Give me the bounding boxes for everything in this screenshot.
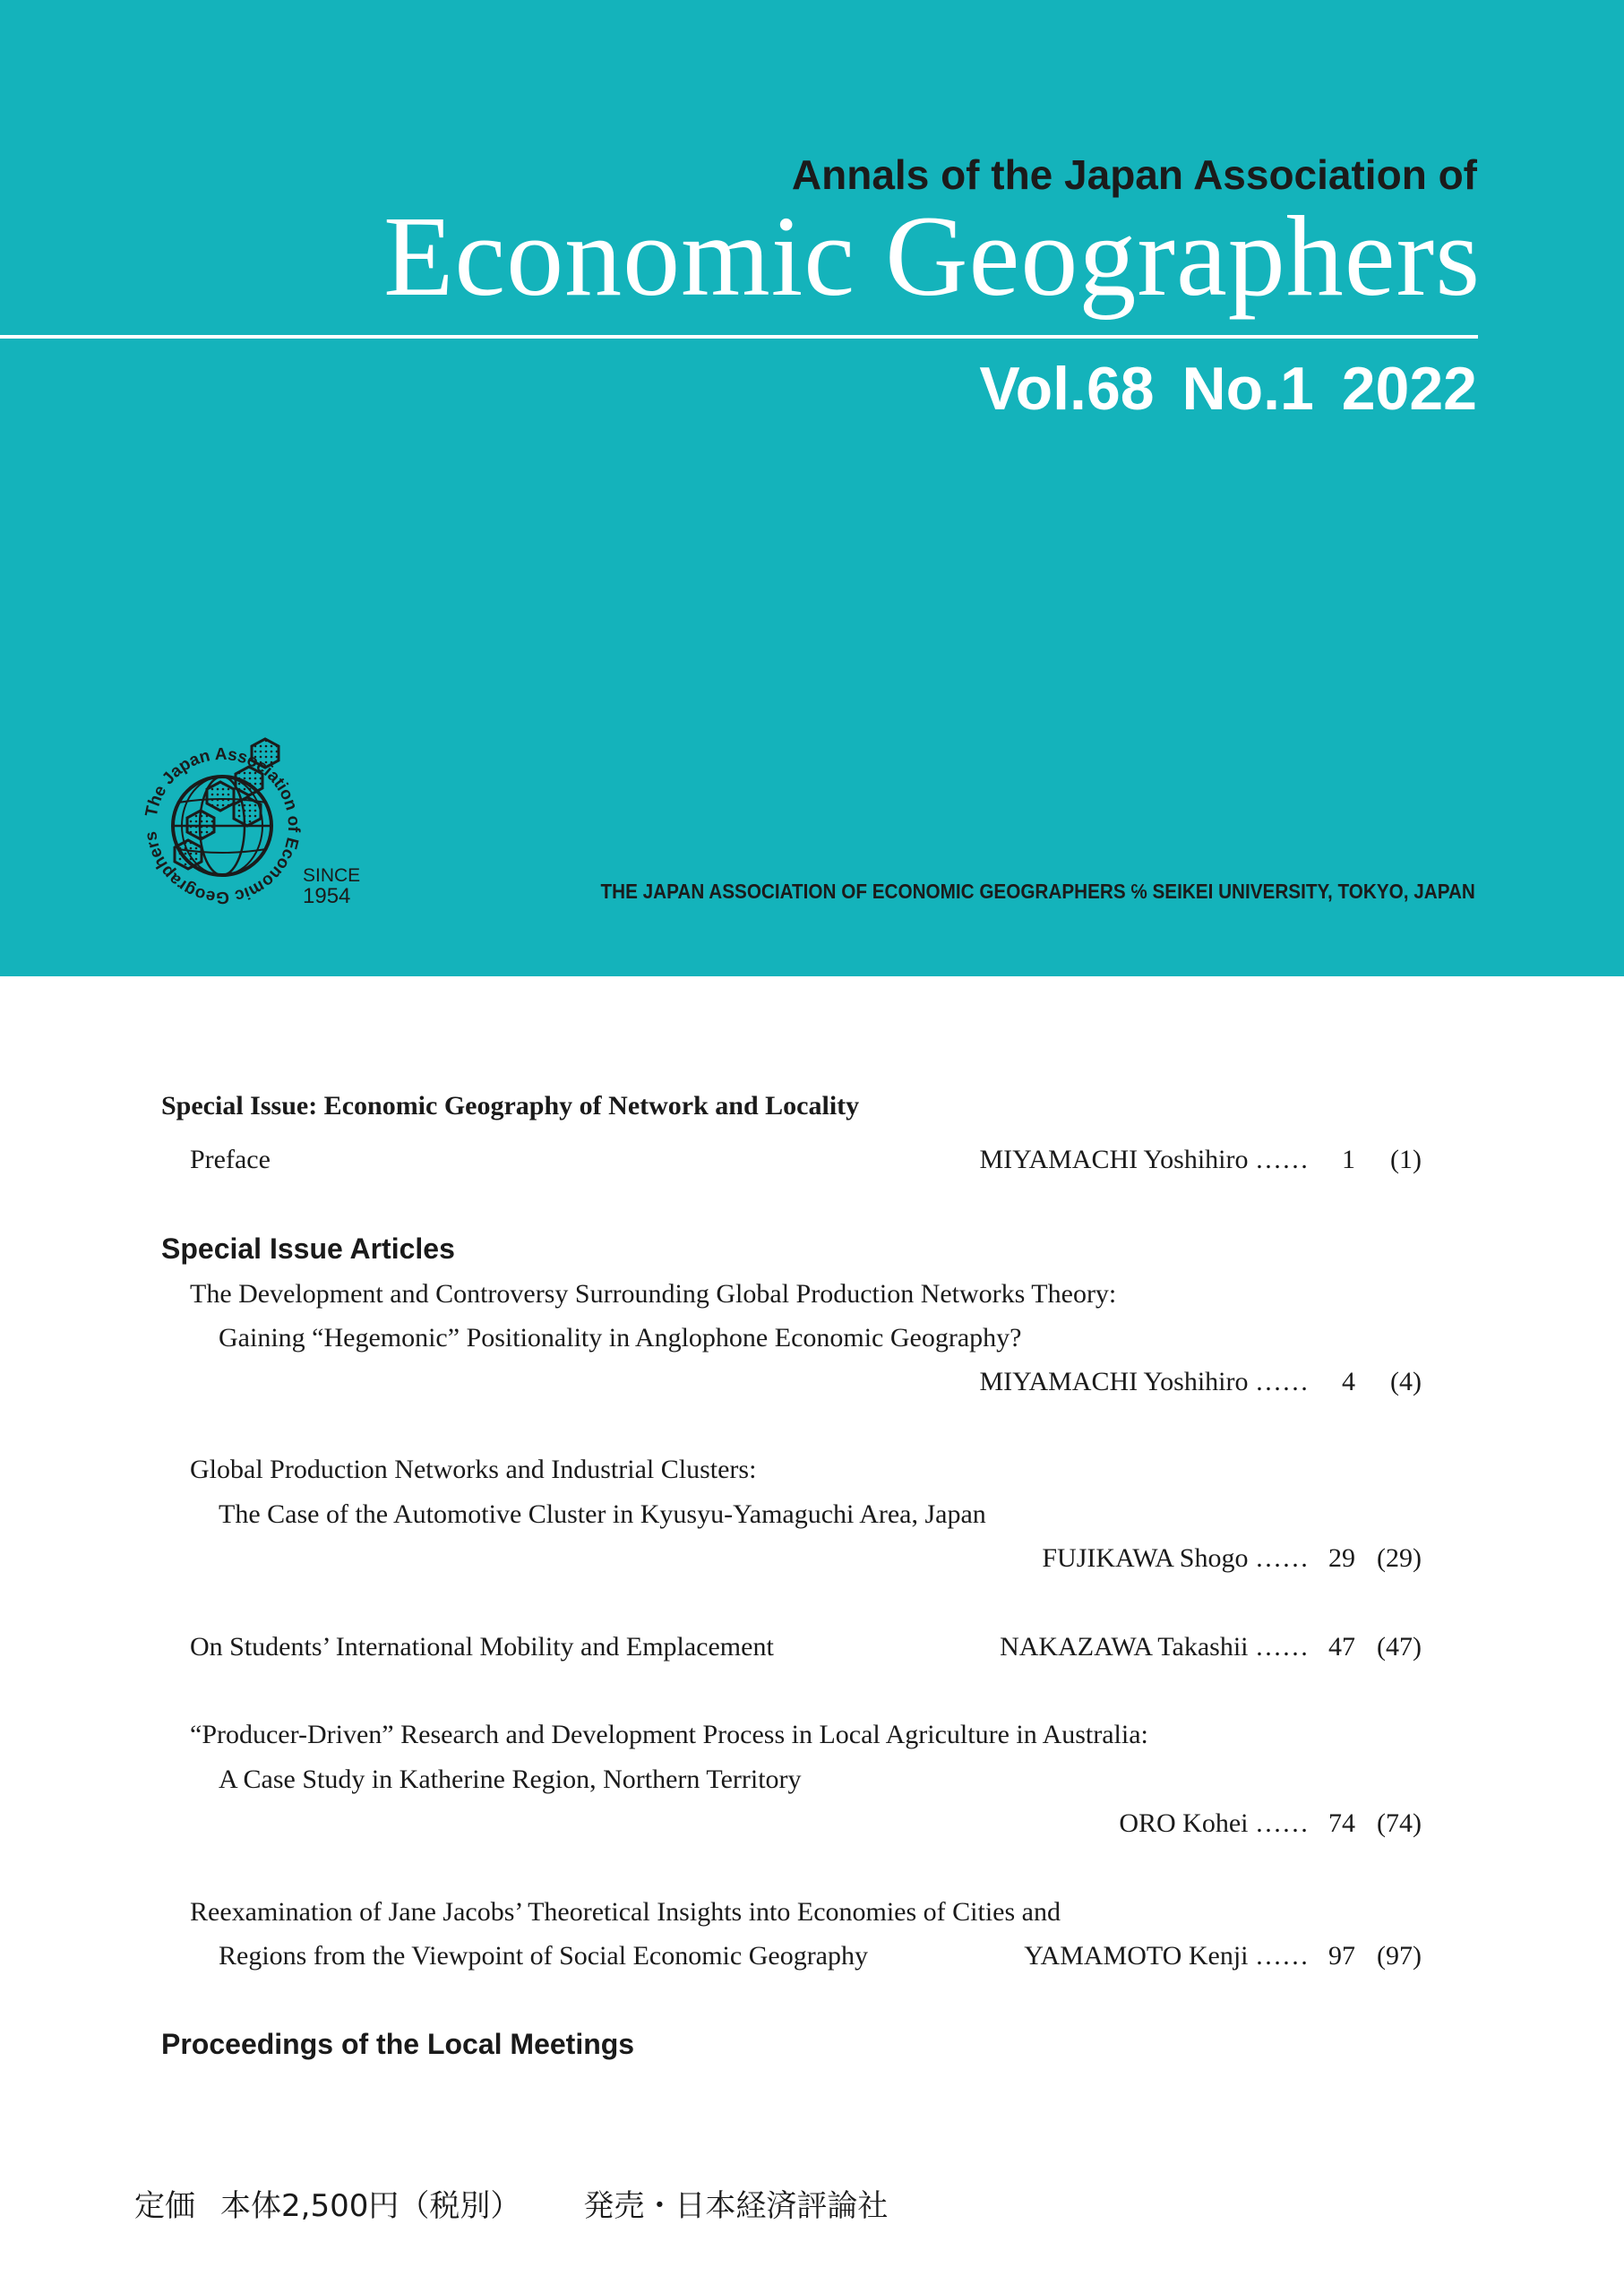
logo-since-label: SINCE xyxy=(303,865,361,886)
title-rule xyxy=(0,335,1478,339)
article-1-author: MIYAMACHI Yoshihiro …… xyxy=(979,1367,1309,1396)
preface-page: 1 xyxy=(1342,1145,1355,1174)
article-4-title-line2: A Case Study in Katherine Region, Northern Territory xyxy=(219,1765,802,1794)
logo-since-year: 1954 xyxy=(303,884,351,908)
proceedings-heading: Proceedings of the Local Meetings xyxy=(161,2028,635,2060)
article-2-title-line1: Global Production Networks and Industrial Clusters: xyxy=(190,1455,757,1484)
article-5-author: YAMAMOTO Kenji …… xyxy=(1024,1941,1309,1971)
article-3-page: 47 xyxy=(1328,1632,1355,1662)
article-5-page-paren: (97) xyxy=(1377,1941,1422,1971)
article-3-title-line1: On Students’ International Mobility and Emplacement xyxy=(190,1632,774,1662)
annals-line: Annals of the Japan Association of xyxy=(791,151,1477,198)
journal-title: Economic Geographers xyxy=(383,193,1481,320)
preface-page-paren: (1) xyxy=(1390,1145,1422,1174)
article-5-title-line1: Reexamination of Jane Jacobs’ Theoretical Insights into Economies of Cities and xyxy=(190,1897,1061,1927)
article-2-page: 29 xyxy=(1328,1543,1355,1573)
article-3-page-paren: (47) xyxy=(1377,1632,1422,1662)
logo-ring-text: The Japan Association of Economic Geographers xyxy=(142,744,304,907)
preface-author: MIYAMACHI Yoshihiro …… xyxy=(979,1145,1309,1174)
article-1-title-line1: The Development and Controversy Surrounding Global Production Networks Theory: xyxy=(190,1279,1117,1309)
globe-hexagon-seal-icon xyxy=(113,717,364,923)
article-2-title-line2: The Case of the Automotive Cluster in Kyusyu-Yamaguchi Area, Japan xyxy=(219,1499,986,1529)
article-1-page-paren: (4) xyxy=(1390,1367,1422,1396)
price-footer xyxy=(134,2181,913,2225)
volume-line: Vol.68 No.1 2022 xyxy=(979,355,1477,423)
article-4-page-paren: (74) xyxy=(1377,1808,1422,1838)
special-issue-heading: Special Issue: Economic Geography of Network and Locality xyxy=(161,1091,860,1121)
articles-heading: Special Issue Articles xyxy=(161,1232,455,1265)
cover-panel xyxy=(0,0,1624,976)
article-3-author: NAKAZAWA Takashii …… xyxy=(1000,1632,1309,1662)
article-2-page-paren: (29) xyxy=(1377,1543,1422,1573)
article-1-title-line2: Gaining “Hegemonic” Positionality in Anglophone Economic Geography? xyxy=(219,1323,1022,1353)
article-5-page: 97 xyxy=(1328,1941,1355,1971)
article-4-author: ORO Kohei …… xyxy=(1119,1808,1309,1838)
article-5-title-line2: Regions from the Viewpoint of Social Economic Geography xyxy=(219,1941,868,1971)
price-value: 本体2,500円（税別） xyxy=(220,2188,521,2224)
seller-line: 発売・日本経済評論社 xyxy=(583,2188,889,2224)
publisher-line: THE JAPAN ASSOCIATION OF ECONOMIC GEOGRAPHERS ℅ SEIKEI UNIVERSITY, TOKYO, JAPAN xyxy=(600,880,1475,903)
article-4-page: 74 xyxy=(1328,1808,1355,1838)
price-label: 定価 xyxy=(134,2188,195,2224)
article-2-author: FUJIKAWA Shogo …… xyxy=(1042,1543,1309,1573)
article-1-page: 4 xyxy=(1342,1367,1355,1396)
preface-title: Preface xyxy=(190,1145,271,1174)
article-4-title-line1: “Producer-Driven” Research and Development Process in Local Agriculture in Australia: xyxy=(190,1720,1148,1749)
